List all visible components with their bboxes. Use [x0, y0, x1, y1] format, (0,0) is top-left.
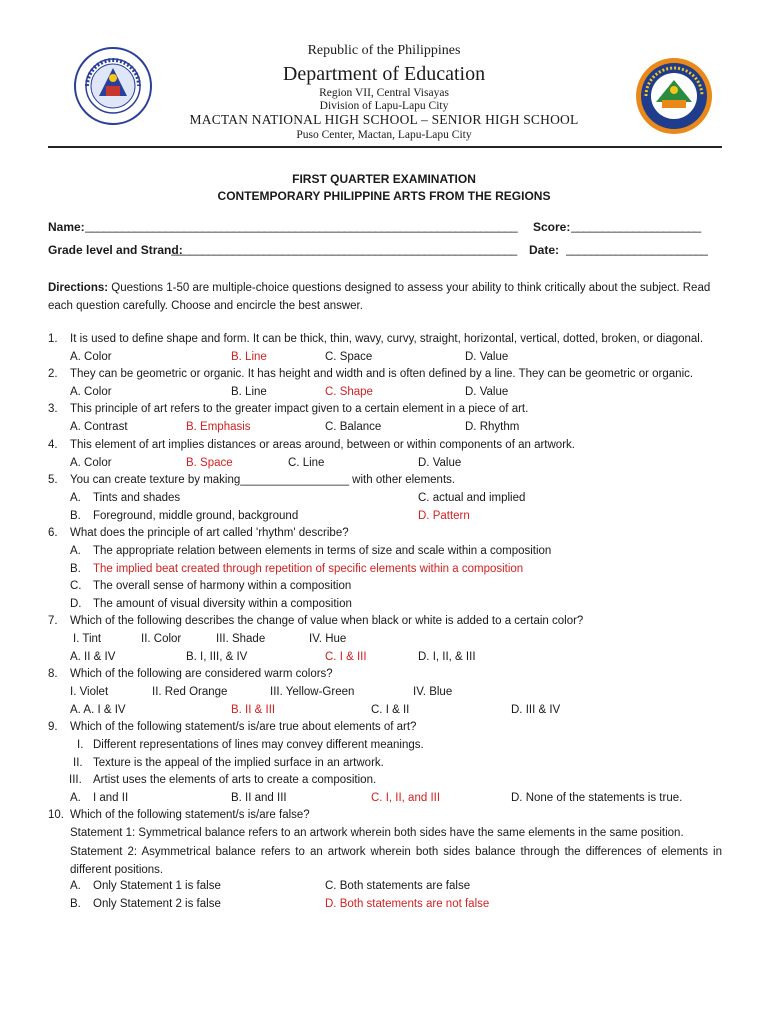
q4-number: 4.	[48, 439, 58, 451]
q10-option-c[interactable]: C. Both statements are false	[325, 880, 471, 892]
republic-heading: Republic of the Philippines	[307, 43, 461, 58]
q9-option-a-letter: A.	[70, 792, 81, 804]
grade-field[interactable]: ________________________________________________________	[171, 242, 517, 256]
q2-option-b[interactable]: B. Line	[231, 386, 267, 398]
q3-option-b[interactable]: B. Emphasis	[186, 421, 251, 433]
name-field[interactable]: ______________________________________________________________________	[85, 219, 518, 233]
q9-item-iii: Artist uses the elements of arts to create a composition.	[93, 774, 377, 786]
exam-title: FIRST QUARTER EXAMINATION	[292, 172, 476, 186]
score-field[interactable]: _____________________	[571, 219, 701, 233]
q3-number: 3.	[48, 403, 58, 415]
q2-text: They can be geometric or organic. It has height and width and is often defined by a line. They can be geometric or organic.	[70, 368, 694, 380]
division-text: Division of Lapu-Lapu City	[319, 100, 449, 112]
q7-option-c[interactable]: C. I & III	[325, 651, 367, 663]
q5-number: 5.	[48, 474, 58, 486]
q3-option-d[interactable]: D. Rhythm	[465, 421, 520, 433]
q9-text: Which of the following statement/s is/are true about elements of art?	[70, 721, 417, 733]
score-label: Score:	[533, 220, 571, 234]
q9-item-i-num: I.	[77, 739, 84, 751]
q9-number: 9.	[48, 721, 58, 733]
q4-text: This element of art implies distances or areas around, between or within components of an artwork.	[70, 439, 575, 451]
q7-item-i: I. Tint	[73, 633, 102, 645]
address-text: Puso Center, Mactan, Lapu-Lapu City	[296, 129, 472, 141]
q5-text: You can create texture by making_________________ with other elements.	[70, 474, 456, 486]
directions-label: Directions:	[48, 282, 109, 294]
q6-option-c[interactable]: The overall sense of harmony within a composition	[93, 580, 352, 592]
q1-option-b[interactable]: B. Line	[231, 351, 267, 363]
q9-option-d[interactable]: D. None of the statements is true.	[511, 792, 683, 804]
q1-text: It is used to define shape and form. It can be thick, thin, wavy, curvy, straight, horizontal, vertical, dotted, broken, or diagonal.	[70, 333, 704, 345]
directions-text: Questions 1-50 are multiple-choice questions designed to assess your ability to think critically about the subject. Read each question carefully. Choose and encircle the best answer.	[48, 282, 711, 312]
q10-statement-2: Statement 2: Asymmetrical balance refers to an artwork wherein both sides balance through the differences of elements in different positions.	[70, 846, 722, 876]
q10-option-b[interactable]: Only Statement 2 is false	[93, 898, 221, 910]
q9-item-i: Different representations of lines may convey different meanings.	[93, 739, 424, 751]
q1-option-d[interactable]: D. Value	[465, 351, 509, 363]
q7-item-iii: III. Shade	[216, 633, 266, 645]
q6-option-a[interactable]: The appropriate relation between elements in terms of size and scale within a composition	[93, 545, 552, 557]
q3-option-a[interactable]: A. Contrast	[70, 421, 128, 433]
region-text: Region VII, Central Visayas	[319, 87, 449, 99]
q1-number: 1.	[48, 333, 58, 345]
q6-option-b-letter: B.	[70, 563, 81, 575]
q6-option-b[interactable]: The implied beat created through repetition of specific elements within a composition	[93, 563, 524, 575]
q8-option-c[interactable]: C. I & II	[371, 704, 410, 716]
q7-number: 7.	[48, 615, 58, 627]
q9-option-a[interactable]: I and II	[93, 792, 129, 804]
q2-number: 2.	[48, 368, 58, 380]
q2-option-c[interactable]: C. Shape	[325, 386, 373, 398]
header-divider	[48, 146, 722, 148]
q8-option-d[interactable]: D. III & IV	[511, 704, 561, 716]
q5-option-c[interactable]: C. actual and implied	[418, 492, 526, 504]
q10-option-a-letter: A.	[70, 880, 81, 892]
q2-option-d[interactable]: D. Value	[465, 386, 509, 398]
q7-option-d[interactable]: D. I, II, & III	[418, 651, 476, 663]
date-label: Date:	[529, 243, 560, 257]
q10-option-d[interactable]: D. Both statements are not false	[325, 898, 490, 910]
q7-option-a[interactable]: A. II & IV	[70, 651, 116, 663]
department-heading: Department of Education	[282, 63, 486, 85]
q7-option-b[interactable]: B. I, III, & IV	[186, 651, 248, 663]
q5-option-b-letter: B.	[70, 510, 81, 522]
q8-item-ii: II. Red Orange	[152, 686, 228, 698]
exam-subject: CONTEMPORARY PHILIPPINE ARTS FROM THE REGIONS	[217, 189, 551, 203]
q8-number: 8.	[48, 668, 58, 680]
q2-option-a[interactable]: A. Color	[70, 386, 112, 398]
q9-item-iii-num: III.	[69, 774, 82, 786]
q9-option-c[interactable]: C. I, II, and III	[371, 792, 441, 804]
q7-text: Which of the following describes the change of value when black or white is added to a certain color?	[70, 615, 584, 627]
q9-item-ii: Texture is the appeal of the implied surface in an artwork.	[93, 757, 384, 769]
q7-item-ii: II. Color	[141, 633, 182, 645]
grade-label: Grade level and Strand:	[48, 243, 183, 257]
q6-number: 6.	[48, 527, 58, 539]
q4-option-a[interactable]: A. Color	[70, 457, 112, 469]
q9-item-ii-num: II.	[73, 757, 83, 769]
q1-option-a[interactable]: A. Color	[70, 351, 112, 363]
q8-item-i: I. Violet	[70, 686, 109, 698]
q10-text: Which of the following statement/s is/are false?	[70, 809, 310, 821]
q3-text: This principle of art refers to the greater impact given to a certain element in a piece of art.	[70, 403, 529, 415]
q10-number: 10.	[48, 809, 64, 821]
date-field[interactable]: _______________________	[566, 242, 708, 256]
q6-option-a-letter: A.	[70, 545, 81, 557]
directions	[48, 279, 724, 315]
q10-statement-1: Statement 1: Symmetrical balance refers to an artwork wherein both sides have the same elements in the same position.	[70, 827, 684, 839]
name-label: Name:	[48, 220, 85, 234]
q5-option-d[interactable]: D. Pattern	[418, 510, 470, 522]
q6-text: What does the principle of art called 'rhythm' describe?	[70, 527, 349, 539]
q5-option-a-letter: A.	[70, 492, 81, 504]
q5-option-b[interactable]: Foreground, middle ground, background	[93, 510, 299, 522]
school-heading: MACTAN NATIONAL HIGH SCHOOL – SENIOR HIGH SCHOOL	[189, 112, 579, 127]
q4-option-b[interactable]: B. Space	[186, 457, 233, 469]
q3-option-c[interactable]: C. Balance	[325, 421, 382, 433]
q4-option-d[interactable]: D. Value	[418, 457, 462, 469]
q6-option-d[interactable]: The amount of visual diversity within a composition	[93, 598, 352, 610]
q4-option-c[interactable]: C. Line	[288, 457, 325, 469]
q8-item-iv: IV. Blue	[413, 686, 453, 698]
q1-option-c[interactable]: C. Space	[325, 351, 373, 363]
q8-item-iii: III. Yellow-Green	[270, 686, 355, 698]
q6-option-d-letter: D.	[70, 598, 82, 610]
q10-option-b-letter: B.	[70, 898, 81, 910]
q8-text: Which of the following are considered warm colors?	[70, 668, 333, 680]
q8-option-b[interactable]: B. II & III	[231, 704, 276, 716]
q10-option-a[interactable]: Only Statement 1 is false	[93, 880, 221, 892]
q9-option-b[interactable]: B. II and III	[231, 792, 287, 804]
q5-option-a[interactable]: Tints and shades	[93, 492, 181, 504]
q7-item-iv: IV. Hue	[309, 633, 347, 645]
q8-option-a[interactable]: A. A. I & IV	[70, 704, 126, 716]
q6-option-c-letter: C.	[70, 580, 82, 592]
